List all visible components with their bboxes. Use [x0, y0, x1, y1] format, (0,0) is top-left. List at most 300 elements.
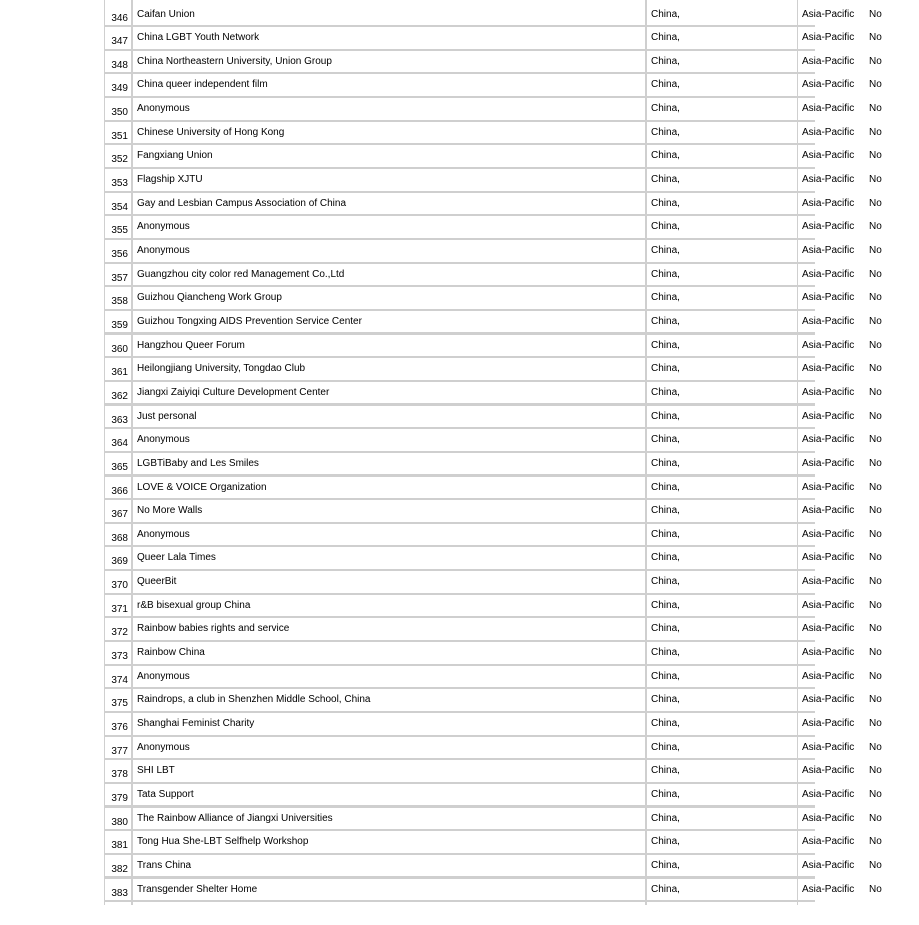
- region: Asia-Pacific: [802, 765, 855, 777]
- country: China,: [651, 741, 680, 753]
- flag-value: No: [869, 197, 882, 209]
- country-cell: [647, 240, 797, 262]
- organization-name-cell: [133, 406, 645, 428]
- region-cell: [798, 311, 864, 333]
- country-cell: [647, 808, 797, 830]
- table-cell-empty: [133, 902, 645, 924]
- region-cell: [798, 287, 864, 309]
- region-cell: [798, 264, 864, 286]
- flag-value-cell: [865, 240, 914, 262]
- region-cell: [798, 335, 864, 357]
- flag-value-cell: [865, 216, 914, 238]
- organization-name: SHI LBT: [137, 765, 175, 777]
- region: Asia-Pacific: [802, 505, 855, 517]
- country: China,: [651, 197, 680, 209]
- row-number-cell: [105, 358, 131, 380]
- organization-name: China Northeastern University, Union Group: [137, 55, 332, 67]
- organization-name-cell: [133, 264, 645, 286]
- flag-value-cell: [865, 406, 914, 428]
- organization-name: Anonymous: [137, 528, 190, 540]
- row-number-cell: [105, 4, 131, 26]
- organization-name-cell: [133, 547, 645, 569]
- flag-value-cell: [865, 74, 914, 96]
- organization-name: Flagship XJTU: [137, 174, 203, 186]
- flag-value: No: [869, 150, 882, 162]
- organization-name: No More Walls: [137, 505, 203, 517]
- region-cell: [798, 831, 864, 853]
- region-cell: [798, 595, 864, 617]
- region: Asia-Pacific: [802, 623, 855, 635]
- organization-name-cell: [133, 713, 645, 735]
- region: Asia-Pacific: [802, 481, 855, 493]
- row-number-cell: [105, 51, 131, 73]
- country-cell: [647, 51, 797, 73]
- organization-name-cell: [133, 879, 645, 901]
- row-number-cell: [105, 666, 131, 688]
- organization-name: Trans China: [137, 859, 192, 871]
- table-row: [104, 310, 882, 334]
- region-cell: [798, 666, 864, 688]
- organization-name: Anonymous: [137, 670, 190, 682]
- organization-name-cell: [133, 666, 645, 688]
- country-cell: [647, 689, 797, 711]
- region: Asia-Pacific: [802, 599, 855, 611]
- organization-name: QueerBit: [137, 576, 177, 588]
- flag-value-cell: [865, 784, 914, 806]
- row-number: 371: [111, 603, 128, 615]
- row-number-cell: [105, 27, 131, 49]
- flag-value: No: [869, 788, 882, 800]
- organization-name: LOVE & VOICE Organization: [137, 481, 267, 493]
- table-row: [104, 334, 882, 358]
- organization-name: Anonymous: [137, 245, 190, 256]
- organization-name-cell: [133, 477, 645, 499]
- table-row: [104, 50, 882, 74]
- region-cell: [798, 500, 864, 522]
- flag-value-cell: [865, 193, 914, 215]
- table-row: [104, 168, 882, 192]
- country-cell: [647, 74, 797, 96]
- region: Asia-Pacific: [802, 197, 855, 209]
- row-number-cell: [105, 689, 131, 711]
- region: Asia-Pacific: [802, 268, 855, 280]
- region-cell: [798, 737, 864, 759]
- region: Asia-Pacific: [802, 883, 855, 895]
- flag-value: No: [869, 126, 882, 138]
- flag-value-cell: [865, 27, 914, 49]
- row-number: 364: [111, 438, 128, 450]
- region-cell: [798, 760, 864, 782]
- row-number: 360: [111, 343, 128, 355]
- region-cell: [798, 713, 864, 735]
- row-number: 382: [111, 863, 128, 875]
- country-cell: [647, 287, 797, 309]
- region: Asia-Pacific: [802, 339, 855, 351]
- table-row: [104, 3, 882, 27]
- flag-value: No: [869, 741, 882, 753]
- organization-name: Chinese University of Hong Kong: [137, 126, 285, 138]
- region: Asia-Pacific: [802, 32, 855, 44]
- region-cell: [798, 547, 864, 569]
- flag-value: No: [869, 8, 882, 20]
- organization-name: r&B bisexual group China: [137, 599, 251, 611]
- table-row: [104, 192, 882, 216]
- region-cell: [798, 193, 864, 215]
- table-row: [104, 452, 882, 476]
- row-number-cell: [105, 737, 131, 759]
- region-cell: [798, 855, 864, 877]
- table-row: [104, 641, 882, 665]
- organization-name-cell: [133, 808, 645, 830]
- country-cell: [647, 666, 797, 688]
- region: Asia-Pacific: [802, 221, 855, 233]
- region-cell: [798, 145, 864, 167]
- row-number: 347: [111, 36, 128, 48]
- row-number-cell: [105, 98, 131, 120]
- organization-name-cell: [133, 524, 645, 546]
- organization-name-cell: [133, 311, 645, 333]
- flag-value: No: [869, 836, 882, 848]
- row-number: 353: [111, 178, 128, 190]
- row-number: 380: [111, 816, 128, 828]
- country: China,: [651, 457, 680, 469]
- row-number: 349: [111, 83, 128, 95]
- organization-name-cell: [133, 737, 645, 759]
- region-cell: [798, 406, 864, 428]
- flag-value: No: [869, 457, 882, 469]
- organization-name: Rainbow babies rights and service: [137, 623, 290, 635]
- organization-name-cell: [133, 571, 645, 593]
- row-number-cell: [105, 335, 131, 357]
- country-cell: [647, 618, 797, 640]
- region-cell: [798, 618, 864, 640]
- organization-name: Jiangxi Zaiyiqi Culture Development Center: [137, 386, 330, 398]
- row-number-cell: [105, 287, 131, 309]
- country-cell: [647, 595, 797, 617]
- flag-value-cell: [865, 642, 914, 664]
- row-number-cell: [105, 618, 131, 640]
- flag-value-cell: [865, 879, 914, 901]
- row-number: 383: [111, 887, 128, 899]
- country-cell: [647, 571, 797, 593]
- organization-name: Tong Hua She-LBT Selfhelp Workshop: [137, 836, 309, 848]
- flag-value-cell: [865, 4, 914, 26]
- flag-value-cell: [865, 287, 914, 309]
- organization-name-cell: [133, 287, 645, 309]
- row-number: 363: [111, 414, 128, 426]
- country: China,: [651, 363, 680, 375]
- flag-value-cell: [865, 335, 914, 357]
- flag-value: No: [869, 103, 882, 115]
- organization-name-cell: [133, 618, 645, 640]
- table-row: [104, 783, 882, 807]
- organization-name-cell: [133, 27, 645, 49]
- organization-name-cell: [133, 382, 645, 404]
- table-row: [104, 144, 882, 168]
- country-cell: [647, 382, 797, 404]
- region: Asia-Pacific: [802, 552, 855, 564]
- flag-value-cell: [865, 737, 914, 759]
- table-row: [104, 807, 882, 831]
- country-cell: [647, 477, 797, 499]
- flag-value: No: [869, 718, 882, 729]
- flag-value-cell: [865, 358, 914, 380]
- row-number-cell: [105, 216, 131, 238]
- country: China,: [651, 859, 680, 871]
- organization-name: Anonymous: [137, 221, 190, 233]
- flag-value-cell: [865, 382, 914, 404]
- flag-value-cell: [865, 169, 914, 191]
- country: China,: [651, 174, 680, 186]
- country: China,: [651, 576, 680, 588]
- row-number: 374: [111, 674, 128, 686]
- organization-name: Caifan Union: [137, 8, 195, 20]
- region: Asia-Pacific: [802, 434, 855, 446]
- country: China,: [651, 481, 680, 493]
- country-cell: [647, 4, 797, 26]
- country-cell: [647, 335, 797, 357]
- organization-name-cell: [133, 784, 645, 806]
- organization-name-cell: [133, 358, 645, 380]
- flag-value: No: [869, 386, 882, 398]
- region-cell: [798, 879, 864, 901]
- organization-name-cell: [133, 429, 645, 451]
- row-number: 359: [111, 319, 128, 331]
- region-cell: [798, 98, 864, 120]
- row-number: 377: [111, 745, 128, 757]
- row-number-cell: [105, 808, 131, 830]
- country: China,: [651, 718, 680, 729]
- row-number-cell: [105, 547, 131, 569]
- organization-name-cell: [133, 831, 645, 853]
- flag-value-cell: [865, 145, 914, 167]
- organization-name-cell: [133, 169, 645, 191]
- row-number-cell: [105, 500, 131, 522]
- flag-value-cell: [865, 524, 914, 546]
- country: China,: [651, 79, 680, 91]
- organization-name-cell: [133, 642, 645, 664]
- row-number: 352: [111, 154, 128, 166]
- row-number-cell: [105, 760, 131, 782]
- row-number: 350: [111, 107, 128, 119]
- row-number: 356: [111, 249, 128, 260]
- organization-name: Hangzhou Queer Forum: [137, 339, 245, 351]
- region-cell: [798, 689, 864, 711]
- flag-value-cell: [865, 618, 914, 640]
- region-cell: [798, 27, 864, 49]
- row-number-cell: [105, 429, 131, 451]
- organization-name-cell: [133, 855, 645, 877]
- region-cell: [798, 216, 864, 238]
- flag-value-cell: [865, 689, 914, 711]
- row-number: 351: [111, 130, 128, 142]
- flag-value-cell: [865, 831, 914, 853]
- organization-name: Heilongjiang University, Tongdao Club: [137, 363, 306, 375]
- region: Asia-Pacific: [802, 694, 855, 706]
- region-cell: [798, 169, 864, 191]
- region-cell: [798, 382, 864, 404]
- row-number: 367: [111, 509, 128, 521]
- row-number-cell: [105, 855, 131, 877]
- region: Asia-Pacific: [802, 55, 855, 67]
- country: China,: [651, 268, 680, 280]
- table-row: [104, 499, 882, 523]
- country: China,: [651, 150, 680, 162]
- organization-name-cell: [133, 193, 645, 215]
- row-number: 372: [111, 627, 128, 639]
- region: Asia-Pacific: [802, 174, 855, 186]
- flag-value-cell: [865, 98, 914, 120]
- row-number-cell: [105, 193, 131, 215]
- country-cell: [647, 169, 797, 191]
- country: China,: [651, 505, 680, 517]
- country-cell: [647, 737, 797, 759]
- country: China,: [651, 765, 680, 777]
- country-cell: [647, 879, 797, 901]
- country-cell: [647, 713, 797, 735]
- country-cell: [647, 855, 797, 877]
- country-cell: [647, 122, 797, 144]
- region: Asia-Pacific: [802, 410, 855, 422]
- row-number-cell: [105, 264, 131, 286]
- organization-name-cell: [133, 760, 645, 782]
- row-number: 373: [111, 651, 128, 663]
- row-number: 361: [111, 367, 128, 379]
- organization-name: Just personal: [137, 410, 197, 422]
- table-row: [104, 357, 882, 381]
- region-cell: [798, 358, 864, 380]
- region: Asia-Pacific: [802, 670, 855, 682]
- region-cell: [798, 51, 864, 73]
- table-row: [104, 26, 882, 50]
- organization-name: Anonymous: [137, 434, 190, 446]
- flag-value: No: [869, 339, 882, 351]
- country: China,: [651, 339, 680, 351]
- country: China,: [651, 434, 680, 446]
- flag-value: No: [869, 812, 882, 824]
- organization-name: Fangxiang Union: [137, 150, 213, 162]
- table-row: [104, 570, 882, 594]
- table-row: [104, 665, 882, 689]
- row-number-cell: [105, 831, 131, 853]
- region-cell: [798, 784, 864, 806]
- country-cell: [647, 500, 797, 522]
- flag-value: No: [869, 434, 882, 446]
- flag-value-cell: [865, 477, 914, 499]
- row-number: 378: [111, 769, 128, 781]
- country: China,: [651, 221, 680, 233]
- region: Asia-Pacific: [802, 386, 855, 398]
- country: China,: [651, 552, 680, 564]
- table-row: [104, 594, 882, 618]
- organization-name: China LGBT Youth Network: [137, 32, 260, 44]
- country: China,: [651, 315, 680, 327]
- country-cell: [647, 524, 797, 546]
- country-cell: [647, 642, 797, 664]
- flag-value: No: [869, 268, 882, 280]
- row-number-cell: [105, 311, 131, 333]
- flag-value: No: [869, 623, 882, 635]
- region: Asia-Pacific: [802, 8, 855, 20]
- flag-value: No: [869, 174, 882, 186]
- region: Asia-Pacific: [802, 457, 855, 469]
- flag-value: No: [869, 528, 882, 540]
- row-number: 369: [111, 556, 128, 568]
- table-row: [104, 239, 882, 263]
- table-row: [104, 878, 882, 902]
- organization-name-cell: [133, 4, 645, 26]
- row-number-cell: [105, 879, 131, 901]
- flag-value-cell: [865, 713, 914, 735]
- region: Asia-Pacific: [802, 315, 855, 327]
- table-row: [104, 428, 882, 452]
- organization-name-cell: [133, 145, 645, 167]
- organization-name: Raindrops, a club in Shenzhen Middle School, China: [137, 694, 371, 706]
- flag-value: No: [869, 576, 882, 588]
- organization-name: The Rainbow Alliance of Jiangxi Universities: [137, 812, 333, 824]
- flag-value: No: [869, 315, 882, 327]
- country: China,: [651, 528, 680, 540]
- country: China,: [651, 103, 680, 115]
- organizations-table: [104, 0, 882, 905]
- table-row: [104, 617, 882, 641]
- flag-value: No: [869, 765, 882, 777]
- country: China,: [651, 812, 680, 824]
- table-row: [104, 405, 882, 429]
- row-number-cell: [105, 453, 131, 475]
- region: Asia-Pacific: [802, 718, 855, 729]
- flag-value: No: [869, 55, 882, 67]
- region-cell: [798, 74, 864, 96]
- country-cell: [647, 429, 797, 451]
- table-cell-empty: [647, 902, 797, 924]
- flag-value: No: [869, 883, 882, 895]
- flag-value: No: [869, 859, 882, 871]
- row-number-cell: [105, 122, 131, 144]
- organization-name-cell: [133, 216, 645, 238]
- flag-value: No: [869, 694, 882, 706]
- flag-value-cell: [865, 500, 914, 522]
- organization-name: Anonymous: [137, 741, 190, 753]
- organization-name: Guizhou Tongxing AIDS Prevention Service Center: [137, 315, 362, 327]
- region-cell: [798, 122, 864, 144]
- table-row: [104, 523, 882, 547]
- region: Asia-Pacific: [802, 576, 855, 588]
- region-cell: [798, 429, 864, 451]
- organization-name-cell: [133, 122, 645, 144]
- region: Asia-Pacific: [802, 103, 855, 115]
- flag-value-cell: [865, 855, 914, 877]
- row-number: 368: [111, 532, 128, 544]
- row-number-cell: [105, 713, 131, 735]
- region-cell: [798, 524, 864, 546]
- region: Asia-Pacific: [802, 788, 855, 800]
- table-row: [104, 759, 882, 783]
- organization-name: Tata Support: [137, 788, 194, 800]
- organization-name: China queer independent film: [137, 79, 268, 91]
- country-cell: [647, 358, 797, 380]
- region: Asia-Pacific: [802, 528, 855, 540]
- table-row: [104, 736, 882, 760]
- country: China,: [651, 245, 680, 256]
- row-number-cell: [105, 595, 131, 617]
- table-row: [104, 286, 882, 310]
- organization-name-cell: [133, 595, 645, 617]
- organization-name-cell: [133, 689, 645, 711]
- region-cell: [798, 571, 864, 593]
- organization-name-cell: [133, 74, 645, 96]
- row-number-cell: [105, 382, 131, 404]
